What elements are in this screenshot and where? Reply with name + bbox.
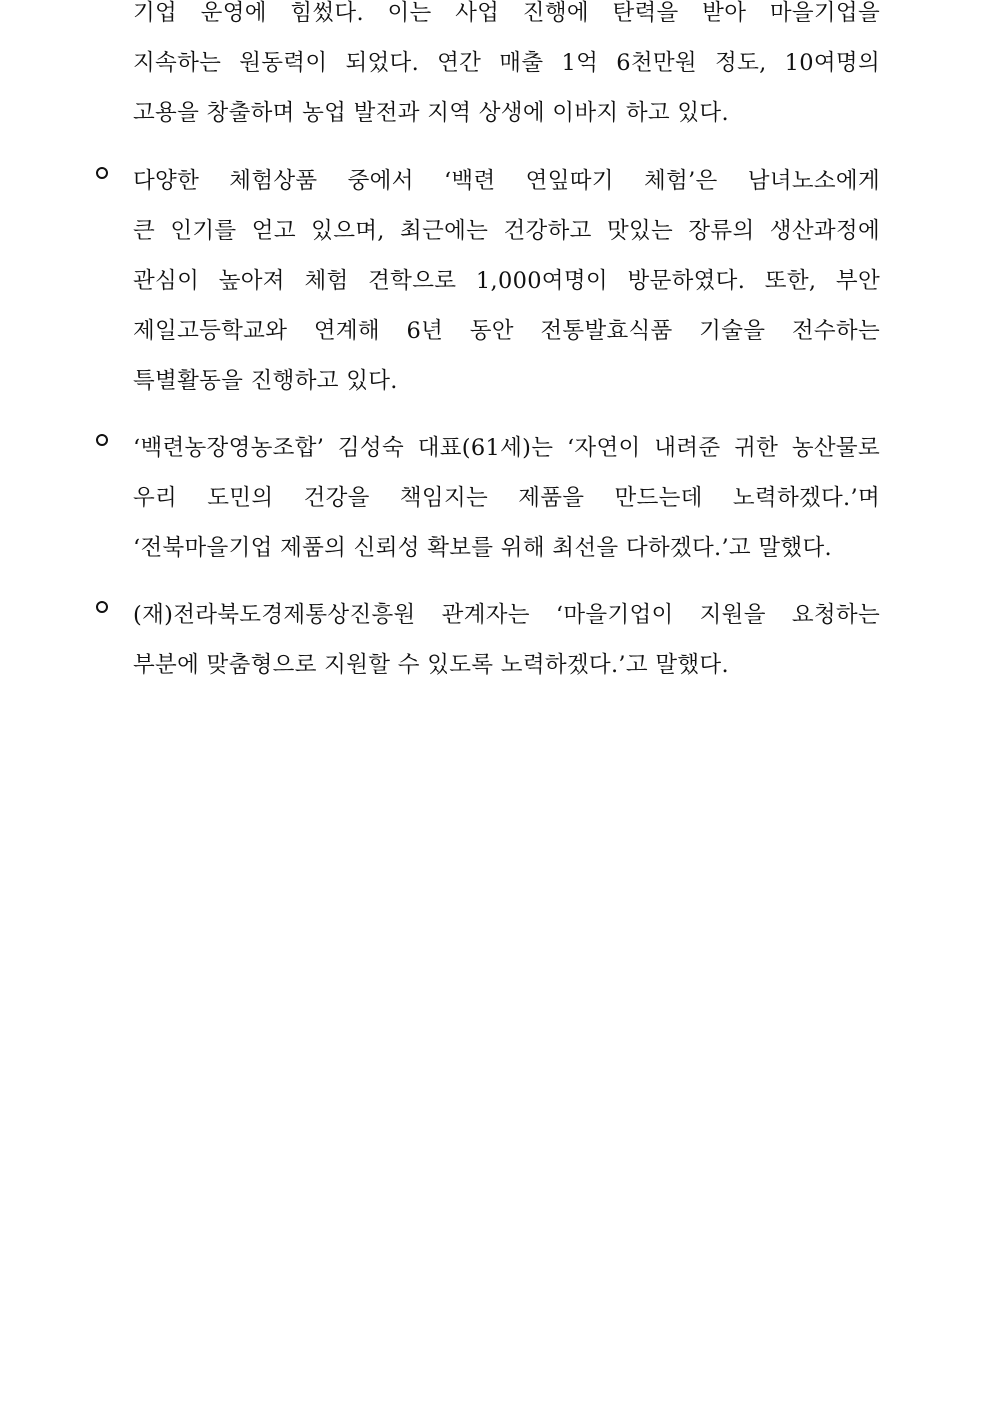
circle-bullet-icon [96, 167, 108, 179]
paragraph-line: 다양한 체험상품 중에서 ‘백련 연잎따기 체험’은 남녀노소에게 [133, 168, 880, 194]
paragraph-line: ‘백련농장영농조합’ 김성숙 대표(61세)는 ‘자연이 내려준 귀한 농산물로 [133, 435, 880, 461]
paragraph-text [133, 423, 880, 573]
paragraph-line: 관심이 높아져 체험 견학으로 1,000여명이 방문하였다. 또한, 부안 [133, 268, 880, 294]
continued-paragraph [133, 0, 880, 138]
paragraph-line: 특별활동을 진행하고 있다. [133, 368, 398, 394]
paragraph-line: 지속하는 원동력이 되었다. 연간 매출 1억 6천만원 정도, 10여명의 [133, 50, 880, 76]
paragraph-line: ‘전북마을기업 제품의 신뢰성 확보를 위해 최선을 다하겠다.’고 말했다. [133, 535, 832, 561]
paragraph-line: 우리 도민의 건강을 책임지는 제품을 만드는데 노력하겠다.’며 [133, 485, 880, 511]
circle-bullet-icon [96, 434, 108, 446]
paragraph-line: 고용을 창출하며 농업 발전과 지역 상생에 이바지 하고 있다. [133, 100, 729, 126]
paragraph-line: (재)전라북도경제통상진흥원 관계자는 ‘마을기업이 지원을 요청하는 [133, 602, 880, 628]
circle-bullet-icon [96, 601, 108, 613]
paragraph-line: 부분에 맞춤형으로 지원할 수 있도록 노력하겠다.’고 말했다. [133, 652, 729, 678]
paragraph-line: 기업 운영에 힘썼다. 이는 사업 진행에 탄력을 받아 마을기업을 [133, 0, 880, 26]
paragraph-line: 큰 인기를 얻고 있으며, 최근에는 건강하고 맛있는 장류의 생산과정에 [133, 218, 880, 244]
paragraph-text [133, 590, 880, 690]
paragraph-text [133, 156, 880, 406]
paragraph-line: 제일고등학교와 연계해 6년 동안 전통발효식품 기술을 전수하는 [133, 318, 880, 344]
